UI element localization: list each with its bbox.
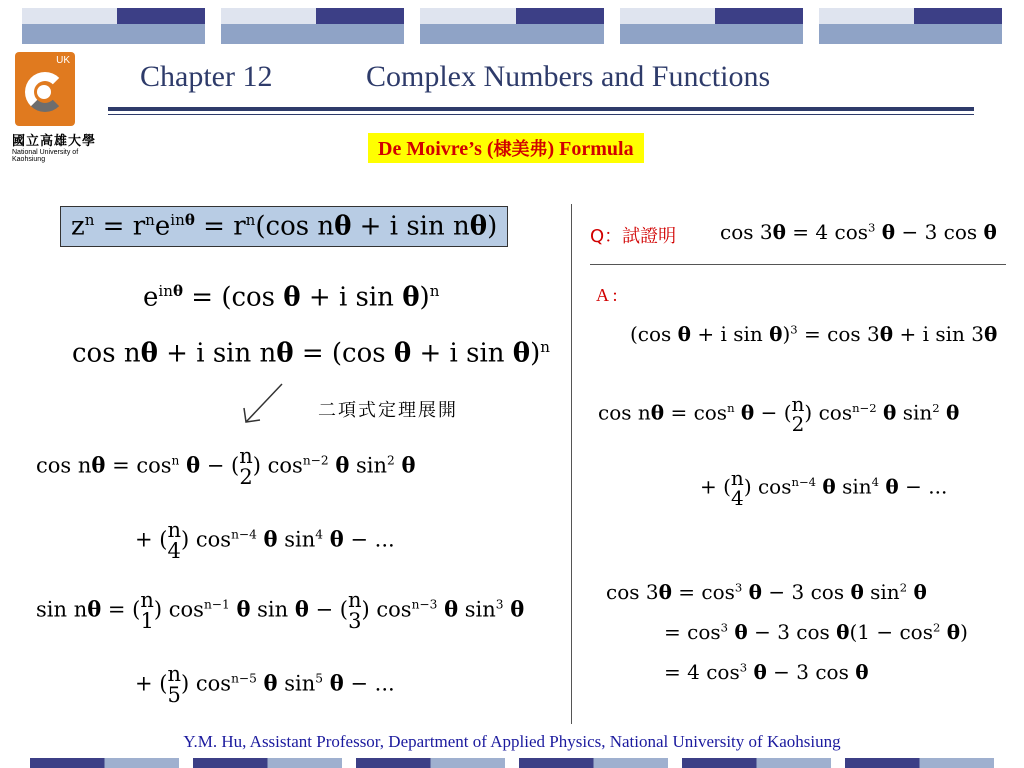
subtitle-prefix: De Moivre’s (: [378, 138, 494, 160]
banner-tile: [193, 758, 342, 768]
demoivre-formula-box: $z^n = r^ne^{in\theta} = r^n(\cos$ nθ + i sin nθ): [60, 206, 508, 247]
answer-step-1: $\cos 3\theta = \cos^3 \theta - 3$ cos θ $\sin^2 \theta$: [606, 580, 927, 604]
top-banner: [0, 8, 1024, 44]
formula-cos-expansion: $\cos n\theta = \cos^n \theta$ − ( n 2 ) $\cos^{n-2} \theta$ $\sin^2 \theta$: [36, 444, 416, 489]
logo-english-name: National University of Kaohsiung: [12, 149, 79, 163]
banner-tile: [682, 758, 831, 768]
logo-chinese-name: 國立高雄大學: [12, 134, 97, 149]
formula-cos-expansion-cont: + ( n 4 ) $\cos^{n-4} \theta$ $\sin^4 \theta$ − ...: [135, 518, 395, 563]
answer-step-cube: (cos θ + i sin θ)$^3$ = cos 3θ + i sin 3θ: [630, 322, 998, 346]
formula-sin-expansion: sin nθ = ( n 1 ) $\cos^{n-1} \theta$ sin θ − ( n 3 ) $\cos^{n-3} \theta$ $\sin^3 \theta$: [36, 588, 525, 633]
logo-badge: UK: [56, 55, 70, 66]
banner-tile: [356, 758, 505, 768]
banner-tile: [519, 758, 668, 768]
question-formula: cos 3θ = 4 $\cos^3 \theta - 3$ cos θ: [720, 220, 997, 244]
title-rule-thin: [108, 114, 974, 115]
answer-label: A :: [596, 285, 618, 305]
banner-tile: [221, 8, 404, 44]
question-label: Q：試證明: [590, 226, 677, 247]
formula-demoivre-expanded: cos nθ + i sin nθ = (cos θ + i sin θ)$^n$: [72, 338, 550, 369]
answer-cos-expansion: $\cos n\theta = \cos^n \theta$ − ( n 2 ) $\cos^{n-2} \theta$ $\sin^2 \theta$: [598, 392, 960, 436]
banner-tile: [845, 758, 994, 768]
section-subtitle: [368, 133, 644, 163]
answer-step-2: = $\cos^3 \theta - 3$ $\cos \theta(1 - \cos^2 \theta)$: [664, 620, 968, 644]
banner-tile: [30, 758, 179, 768]
title-rule: [108, 107, 974, 111]
formula-exp-power: $e^{in\theta} = (\cos$ θ + i sin θ)$^n$: [143, 282, 440, 313]
column-divider: [571, 204, 572, 724]
subtitle-suffix: ) Formula: [547, 138, 634, 160]
down-left-arrow-icon: [238, 380, 288, 430]
university-logo: [12, 52, 100, 163]
logo-mark-icon: [15, 52, 75, 126]
bottom-banner: [0, 758, 1024, 768]
answer-step-3: = 4 $\cos^3 \theta - 3$ cos θ: [664, 660, 869, 684]
topic-title: Complex Numbers and Functions: [366, 60, 771, 93]
binomial-expansion-note: 二項式定理展開: [318, 400, 458, 421]
footer-credit: Y.M. Hu, Assistant Professor, Department of Applied Physics, National University of Kaohsiung: [183, 732, 841, 751]
chapter-title: Chapter 12: [140, 60, 273, 93]
banner-tile: [22, 8, 205, 44]
banner-tile: [420, 8, 603, 44]
subtitle-chinese: 棣美弗: [493, 139, 548, 160]
banner-tile: [620, 8, 803, 44]
question-divider: [590, 264, 1006, 265]
answer-cos-expansion-cont: + ( n 4 ) $\cos^{n-4} \theta$ $\sin^4 \theta$ − ...: [700, 466, 948, 510]
formula-sin-expansion-cont: + ( n 5 ) $\cos^{n-5} \theta$ $\sin^5 \theta$ − ...: [135, 662, 395, 707]
banner-tile: [819, 8, 1002, 44]
